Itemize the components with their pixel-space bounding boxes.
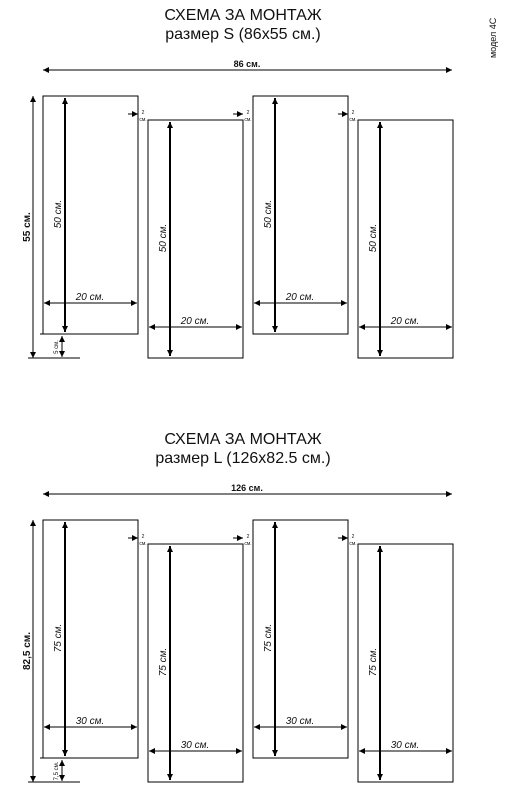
scheme-s-panel-2-width-label: 20 см. bbox=[180, 316, 210, 327]
scheme-s-total-width-label: 86 см. bbox=[233, 59, 261, 69]
scheme-s-panel-2-height-arrow-head-end bbox=[167, 350, 173, 356]
scheme-s-panel-1-height-arrow-head-end bbox=[62, 326, 68, 332]
scheme-s-panel-1-height-label: 50 см. bbox=[53, 199, 64, 229]
scheme-l-panel-3-width-arrow-head-end bbox=[341, 724, 347, 730]
scheme-l-panel-4-width-label: 30 см. bbox=[390, 740, 420, 751]
scheme-s-panel-1-width-label: 20 см. bbox=[75, 292, 105, 303]
scheme-s-gap-2-value: 2 bbox=[246, 110, 250, 116]
scheme-s-panel-2-width-arrow-head-start bbox=[149, 324, 155, 330]
scheme-s-offset-label: 5 см. bbox=[54, 340, 60, 354]
scheme-l-subtitle: размер L (126x82.5 см.) bbox=[155, 450, 331, 467]
scheme-s-panel-3-height-arrow-head-start bbox=[272, 98, 278, 104]
scheme-s-panel-3-height-label: 50 см. bbox=[263, 199, 274, 229]
scheme-s-panel-2-height-label: 50 см. bbox=[158, 223, 169, 253]
scheme-s-panel-3-width-arrow-head-end bbox=[341, 300, 347, 306]
scheme-s-panel-3-width-arrow-head-start bbox=[254, 300, 260, 306]
scheme-l-panel-3-width-label: 30 см. bbox=[285, 716, 315, 727]
scheme-l-panel-1-width-arrow-head-start bbox=[44, 724, 50, 730]
scheme-l-gap-1-unit: см. bbox=[139, 541, 147, 547]
scheme-s-total-width-arrow-head-start bbox=[43, 67, 49, 73]
scheme-l-gap-2-unit: см. bbox=[244, 541, 252, 547]
scheme-l-panel-1-width-arrow-head-end bbox=[131, 724, 137, 730]
scheme-l-panel-1-height-label: 75 см. bbox=[53, 623, 64, 653]
scheme-l-panel-2-height-arrow-head-start bbox=[167, 546, 173, 552]
scheme-l-gap-3-unit: см. bbox=[349, 541, 357, 547]
scheme-l-title: СХЕМА ЗА МОНТАЖ bbox=[164, 431, 322, 448]
scheme-l-panel-2-width-arrow-head-end bbox=[236, 748, 242, 754]
scheme-s-panel-1-height-arrow-head-start bbox=[62, 98, 68, 104]
scheme-l-panel-2-width-arrow-head-start bbox=[149, 748, 155, 754]
scheme-l-gap-3-value: 2 bbox=[351, 534, 355, 540]
scheme-s-total-height-label: 55 см. bbox=[22, 212, 33, 242]
scheme-l-panel-3-height-label: 75 см. bbox=[263, 623, 274, 653]
scheme-l-panel-1-width-label: 30 см. bbox=[75, 716, 105, 727]
scheme-l-panel-3-height-arrow-head-end bbox=[272, 750, 278, 756]
scheme-s-gap-3-unit: см. bbox=[349, 117, 357, 123]
scheme-l-panel-3-width-arrow-head-start bbox=[254, 724, 260, 730]
scheme-l-panel-4-height-arrow-head-start bbox=[377, 546, 383, 552]
scheme-l-total-height-arrow-head-start bbox=[30, 520, 36, 526]
scheme-l-total-width-arrow-head-start bbox=[43, 491, 49, 497]
scheme-l-panel-4-height-label: 75 см. bbox=[368, 647, 379, 677]
scheme-s-panel-4-width-arrow-head-start bbox=[359, 324, 365, 330]
scheme-l-offset-label: 7,5 см. bbox=[54, 761, 60, 781]
scheme-s-panel-4-width-arrow-head-end bbox=[446, 324, 452, 330]
scheme-s-panel-3-height-arrow-head-end bbox=[272, 326, 278, 332]
scheme-l-total-width-label: 126 см. bbox=[231, 483, 263, 493]
scheme-s-panel-4-height-arrow-head-end bbox=[377, 350, 383, 356]
scheme-l-gap-1-value: 2 bbox=[141, 534, 145, 540]
scheme-l-panel-3-height-arrow-head-start bbox=[272, 522, 278, 528]
scheme-l-panel-2-height-label: 75 см. bbox=[158, 647, 169, 677]
scheme-s-panel-3-width-label: 20 см. bbox=[285, 292, 315, 303]
scheme-l-panel-4-width-arrow-head-start bbox=[359, 748, 365, 754]
scheme-l-panel-4-height-arrow-head-end bbox=[377, 774, 383, 780]
scheme-s-gap-2-arrow-head bbox=[237, 111, 243, 117]
scheme-s-panel-1-width-arrow-head-start bbox=[44, 300, 50, 306]
scheme-s-panel-2-height-arrow-head-start bbox=[167, 122, 173, 128]
scheme-s-gap-1-unit: см. bbox=[139, 117, 147, 123]
scheme-l-gap-2-arrow-head bbox=[237, 535, 243, 541]
scheme-s-panel-2-width-arrow-head-end bbox=[236, 324, 242, 330]
scheme-s-gap-2-unit: см. bbox=[244, 117, 252, 123]
model-label: модел 4C bbox=[488, 17, 498, 58]
scheme-l-panel-2-height-arrow-head-end bbox=[167, 774, 173, 780]
scheme-s-total-height-arrow-head-end bbox=[30, 352, 36, 358]
scheme-l-panel-1-height-arrow-head-start bbox=[62, 522, 68, 528]
scheme-s-gap-3-value: 2 bbox=[351, 110, 355, 116]
scheme-s-panel-1-width-arrow-head-end bbox=[131, 300, 137, 306]
scheme-s-title: СХЕМА ЗА МОНТАЖ bbox=[164, 7, 322, 24]
scheme-s-total-width-arrow-head-end bbox=[446, 67, 452, 73]
scheme-l-gap-1-arrow-head bbox=[132, 535, 138, 541]
scheme-s-panel-4-width-label: 20 см. bbox=[390, 316, 420, 327]
scheme-l-total-height-arrow-head-end bbox=[30, 776, 36, 782]
scheme-l-panel-2-width-label: 30 см. bbox=[180, 740, 210, 751]
scheme-l-panel-1-height-arrow-head-end bbox=[62, 750, 68, 756]
scheme-l-panel-4-width-arrow-head-end bbox=[446, 748, 452, 754]
scheme-s-gap-1-value: 2 bbox=[141, 110, 145, 116]
scheme-s-gap-3-arrow-head bbox=[342, 111, 348, 117]
scheme-l-gap-2-value: 2 bbox=[246, 534, 250, 540]
scheme-s-total-height-arrow-head-start bbox=[30, 96, 36, 102]
scheme-l-total-height-label: 82,5 см. bbox=[22, 632, 33, 670]
scheme-l-total-width-arrow-head-end bbox=[446, 491, 452, 497]
scheme-s-panel-4-height-label: 50 см. bbox=[368, 223, 379, 253]
scheme-s-subtitle: размер S (86x55 см.) bbox=[165, 26, 321, 43]
scheme-s-gap-1-arrow-head bbox=[132, 111, 138, 117]
scheme-l-gap-3-arrow-head bbox=[342, 535, 348, 541]
scheme-s-panel-4-height-arrow-head-start bbox=[377, 122, 383, 128]
